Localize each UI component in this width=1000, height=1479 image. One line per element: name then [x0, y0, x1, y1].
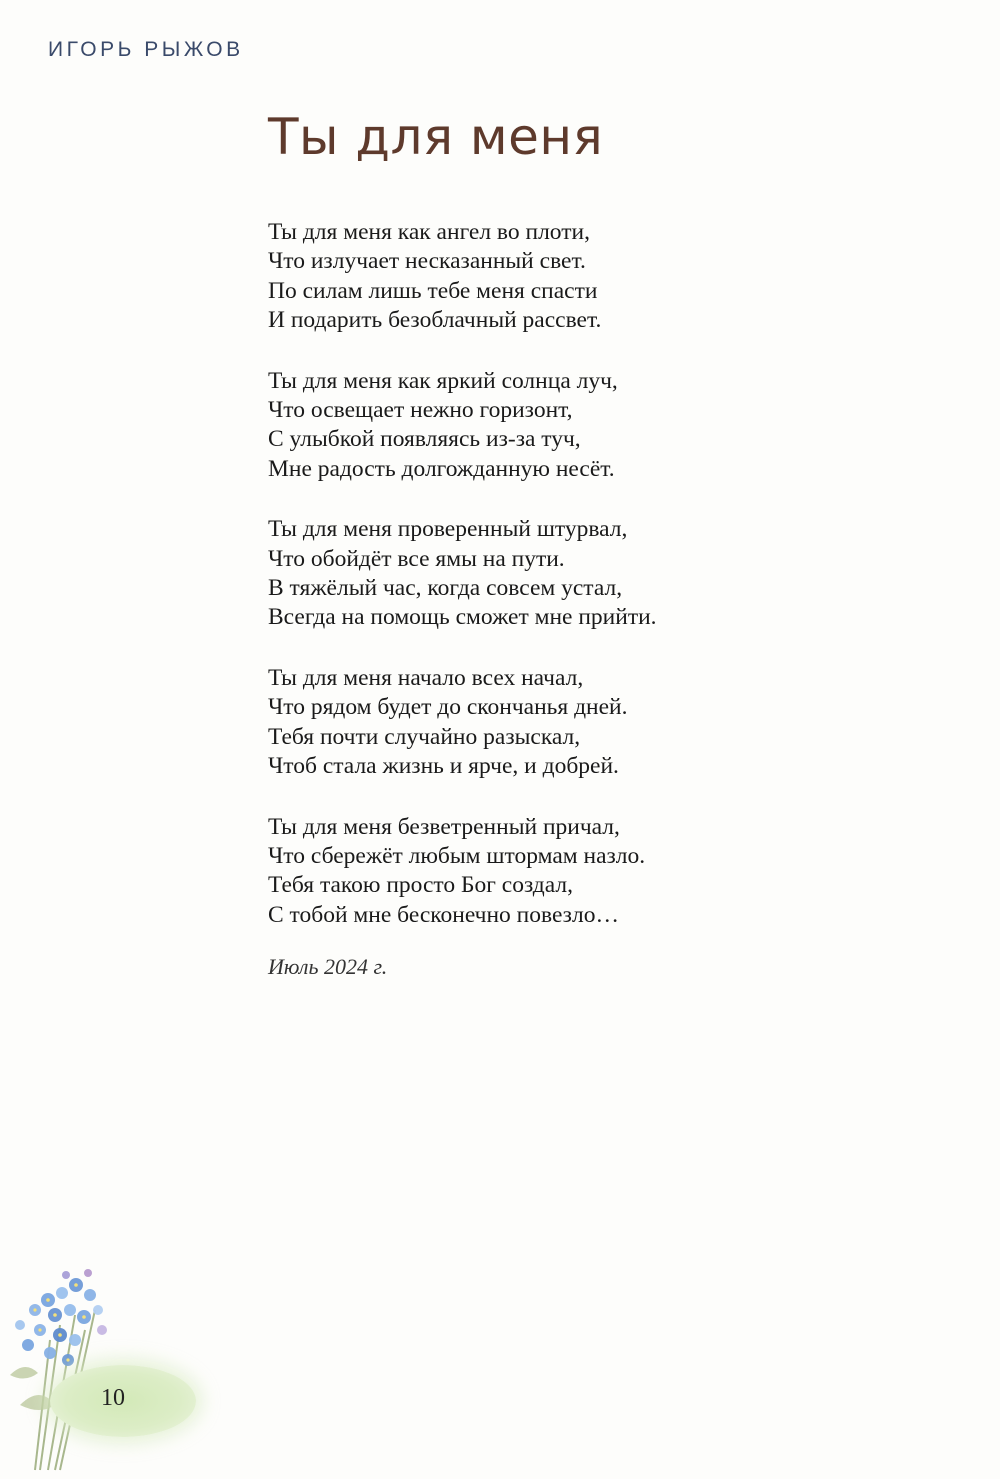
- poem-line: Ты для меня как ангел во плоти,: [268, 219, 590, 245]
- poem-line: Что излучает несказанный свет.: [268, 248, 586, 275]
- poem-line: С улыбкой появляясь из-за туч,: [268, 426, 581, 453]
- poem-line: Чтоб стала жизнь и ярче, и добрей.: [268, 753, 619, 780]
- stanza: [268, 218, 908, 336]
- poem-line: Ты для меня начало всех начал,: [268, 664, 584, 691]
- poem-date: Июль 2024 г.: [268, 954, 388, 979]
- poem-line: Что рядом будет до скончанья дней.: [268, 694, 628, 721]
- page-number: 10: [101, 1385, 125, 1411]
- poem-line: С тобой мне бесконечно повезло…: [268, 901, 619, 928]
- poem-line: Что освещает нежно горизонт,: [268, 397, 573, 424]
- stanza: [268, 664, 908, 782]
- poem-line: В тяжёлый час, когда совсем устал,: [268, 575, 623, 602]
- page-number-badge: [50, 1365, 196, 1437]
- poem-line: Всегда на помощь сможет мне прийти.: [268, 604, 657, 631]
- poem-line: Что сбережёт любым штормам назло.: [268, 842, 646, 869]
- stanza: [268, 515, 908, 633]
- poem-line: Что обойдёт все ямы на пути.: [268, 545, 565, 572]
- poem-line: И подарить безоблачный рассвет.: [268, 307, 602, 334]
- poem-body: [268, 218, 908, 961]
- poem-line: Ты для меня проверенный штурвал,: [268, 516, 628, 543]
- poem-line: Тебя почти случайно разыскал,: [268, 723, 581, 750]
- stanza: [268, 367, 908, 485]
- running-head-author: ИГОРЬ РЫЖОВ: [48, 38, 244, 61]
- poem-line: Ты для меня безветренный причал,: [268, 813, 620, 840]
- poem-title: Ты для меня: [268, 108, 604, 166]
- poem-line: Тебя такою просто Бог создал,: [268, 872, 574, 899]
- poem-line: По силам лишь тебе меня спасти: [268, 277, 598, 304]
- stanza: [268, 813, 908, 931]
- poem-line: Мне радость долгожданную несёт.: [268, 455, 615, 482]
- poem-line: Ты для меня как яркий солнца луч,: [268, 367, 618, 394]
